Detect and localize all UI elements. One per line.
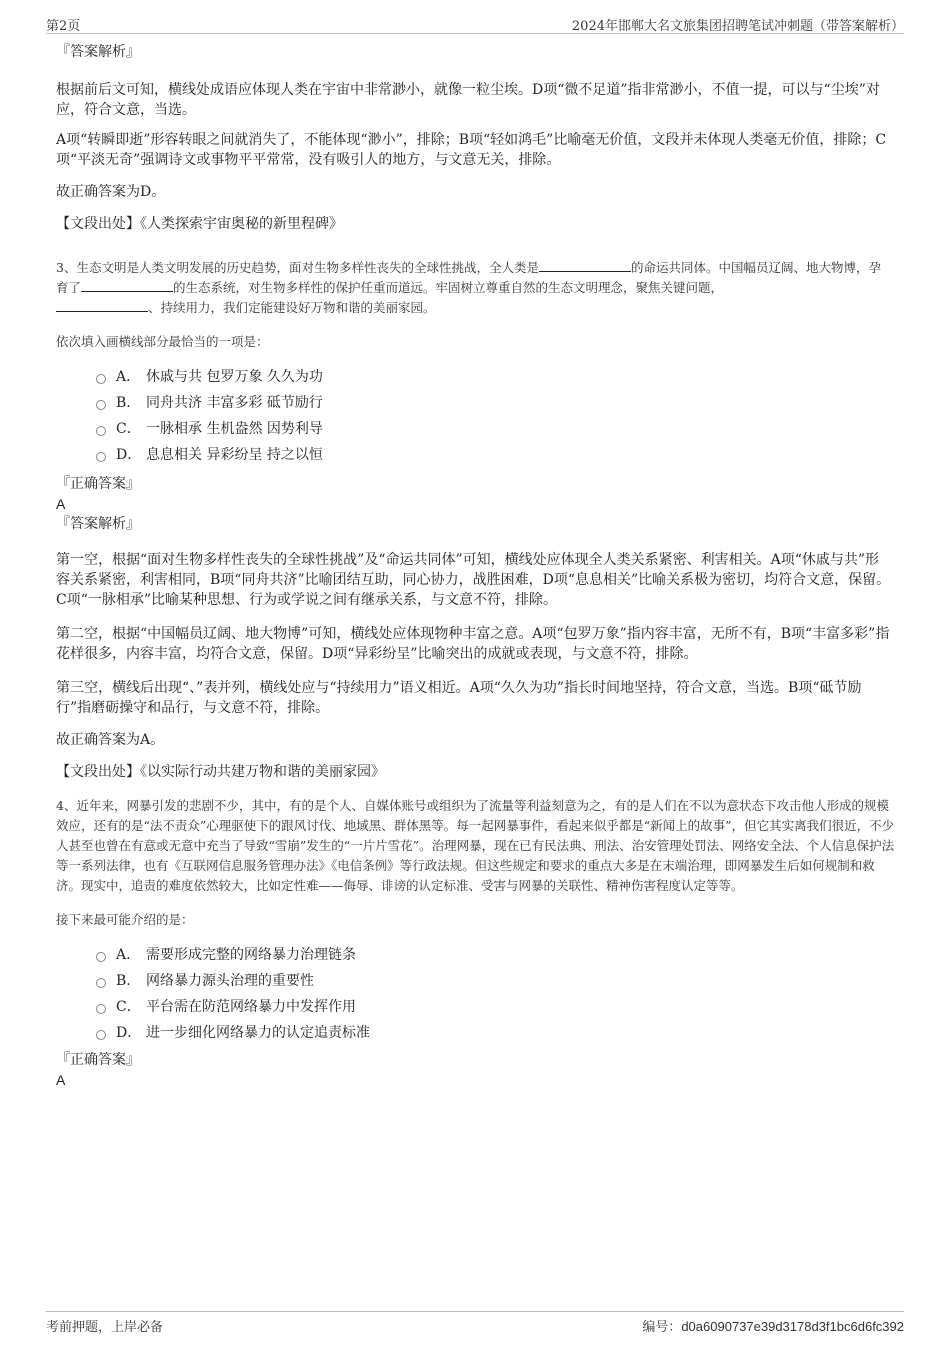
fill-blank (539, 259, 631, 272)
page-number: 第2页 (46, 19, 81, 34)
correct-answer-label: 『正确答案』 (56, 476, 140, 492)
option-a[interactable]: A． 休戚与共 包罗万象 久久为功 (96, 364, 898, 390)
options-list (96, 942, 898, 1046)
answer-conclusion: 故正确答案为A。 (56, 732, 165, 748)
radio-button[interactable] (96, 952, 106, 962)
document-code: 编号：d0a6090737e39d3178d3f1bc6d6fc392 (642, 1319, 904, 1335)
option-c[interactable]: C． 平台需在防范网络暴力中发挥作用 (96, 994, 898, 1020)
page-content (56, 42, 898, 1090)
option-d[interactable]: D． 进一步细化网络暴力的认定追责标准 (96, 1020, 898, 1046)
correct-answer: A (56, 1072, 66, 1088)
question-stem: 4、近年来，网暴引发的悲剧不少，其中，有的是个人、自媒体账号或组织为了流量等利益刻意为之，有的是人们在不以为意状态下攻击他人形成的规模效应，还有的是“法不责众”心理驱使下的跟风讨伐、地域黑、群体黑等。每一起网暴事件，看起来似乎都是“新闻上的故事”，但它其实离我们很近，不少人甚至也曾在有意或无意中充当了导致“雪崩”发生的“一片片雪花”。治理网暴，现在已有民法典、刑法、治安管理处罚法、网络安全法、个人信息保护法等一系列法律，也有《互联网信息服务管理办法》《电信条例》等行政法规。但这些规定和要求的重点大多是在末端治理，即网暴发生后如何规制和救济。现实中，追责的难度依然较大，比如定性难——侮辱、诽谤的认定标准、受害与网暴的关联性、精神伤害程度认定等等。 (56, 798, 895, 893)
analysis-paragraph: 第一空，根据“面对生物多样性丧失的全球性挑战”及“命运共同体”可知，横线处应体现全人类关系紧密、利害相关。A项“休戚与共”形容关系紧密，利害相同，B项“同舟共济”比喻团结互助，同心协力，战胜困难，D项“息息相关”比喻关系极为密切，均符合文意，保留。C项“一脉相承”比喻某种思想、行为或学说之间有继承关系，与文意不符，排除。 (56, 552, 891, 608)
radio-button[interactable] (96, 978, 106, 988)
question-stem: 3、生态文明是人类文明发展的历史趋势，面对生物多样性丧失的全球性挑战，全人类是 的命运共同体。中国幅员辽阔、地大物博，孕育了 的生态系统，对生物多样性的保护任重而道远。牢固树立尊重自然的生态文明理念，聚焦关键问题， 、持续用力，我们定能建设好万物和谐的美丽家园。 (56, 260, 881, 315)
source-citation: 【文段出处】《以实际行动共建万物和谐的美丽家园》 (56, 764, 385, 780)
radio-button[interactable] (96, 452, 106, 462)
source-citation: 【文段出处】《人类探索宇宙奥秘的新里程碑》 (56, 216, 343, 232)
radio-button[interactable] (96, 426, 106, 436)
analysis-paragraph: A项“转瞬即逝”形容转眼之间就消失了，不能体现“渺小”，排除；B项“轻如鸿毛”比喻毫无价值，文段并未体现人类毫无价值，排除；C项“平淡无奇”强调诗文或事物平平常常，没有吸引人的地方，与文意无关，排除。 (56, 132, 887, 168)
footer-slogan: 考前押题，上岸必备 (46, 1320, 164, 1335)
correct-answer-label: 『正确答案』 (56, 1052, 140, 1068)
answer-conclusion: 故正确答案为D。 (56, 184, 166, 200)
fill-blank (56, 299, 148, 312)
option-b[interactable]: B. 同舟共济 丰富多彩 砥节励行 (96, 390, 898, 416)
radio-button[interactable] (96, 1030, 106, 1040)
correct-answer: A (56, 496, 66, 512)
page-footer (46, 1311, 904, 1334)
question-prompt: 接下来最可能介绍的是： (56, 912, 194, 927)
fill-blank (81, 279, 173, 292)
radio-button[interactable] (96, 400, 106, 410)
option-c[interactable]: C． 一脉相承 生机盎然 因势利导 (96, 416, 898, 442)
document-title: 2024年邯郸大名文旅集团招聘笔试冲刺题（带答案解析） (571, 19, 904, 34)
answer-analysis-label: 『答案解析』 (56, 44, 140, 60)
option-a[interactable]: A． 需要形成完整的网络暴力治理链条 (96, 942, 898, 968)
analysis-paragraph: 第二空，根据“中国幅员辽阔、地大物博”可知，横线处应体现物种丰富之意。A项“包罗万象”指内容丰富，无所不有，B项“丰富多彩”指花样很多，内容丰富，均符合文意，保留。D项“异彩纷呈”比喻突出的成就或表现，与文意不符，排除。 (56, 626, 890, 662)
radio-button[interactable] (96, 374, 106, 384)
question-prompt: 依次填入画横线部分最恰当的一项是： (56, 334, 269, 349)
analysis-paragraph: 根据前后文可知，横线处成语应体现人类在宇宙中非常渺小，就像一粒尘埃。D项“微不足道”指非常渺小，不值一提，可以与“尘埃”对应，符合文意，当选。 (56, 82, 880, 118)
answer-analysis-label: 『答案解析』 (56, 516, 140, 532)
option-d[interactable]: D． 息息相关 异彩纷呈 持之以恒 (96, 442, 898, 468)
analysis-paragraph: 第三空，横线后出现“、”表并列，横线处应与“持续用力”语义相近。A项“久久为功”指长时间地坚持，符合文意，当选。B项“砥节励行”指磨砺操守和品行，与文意不符，排除。 (56, 680, 862, 716)
options-list (96, 364, 898, 468)
option-b[interactable]: B. 网络暴力源头治理的重要性 (96, 968, 898, 994)
page-header (46, 11, 904, 34)
radio-button[interactable] (96, 1004, 106, 1014)
